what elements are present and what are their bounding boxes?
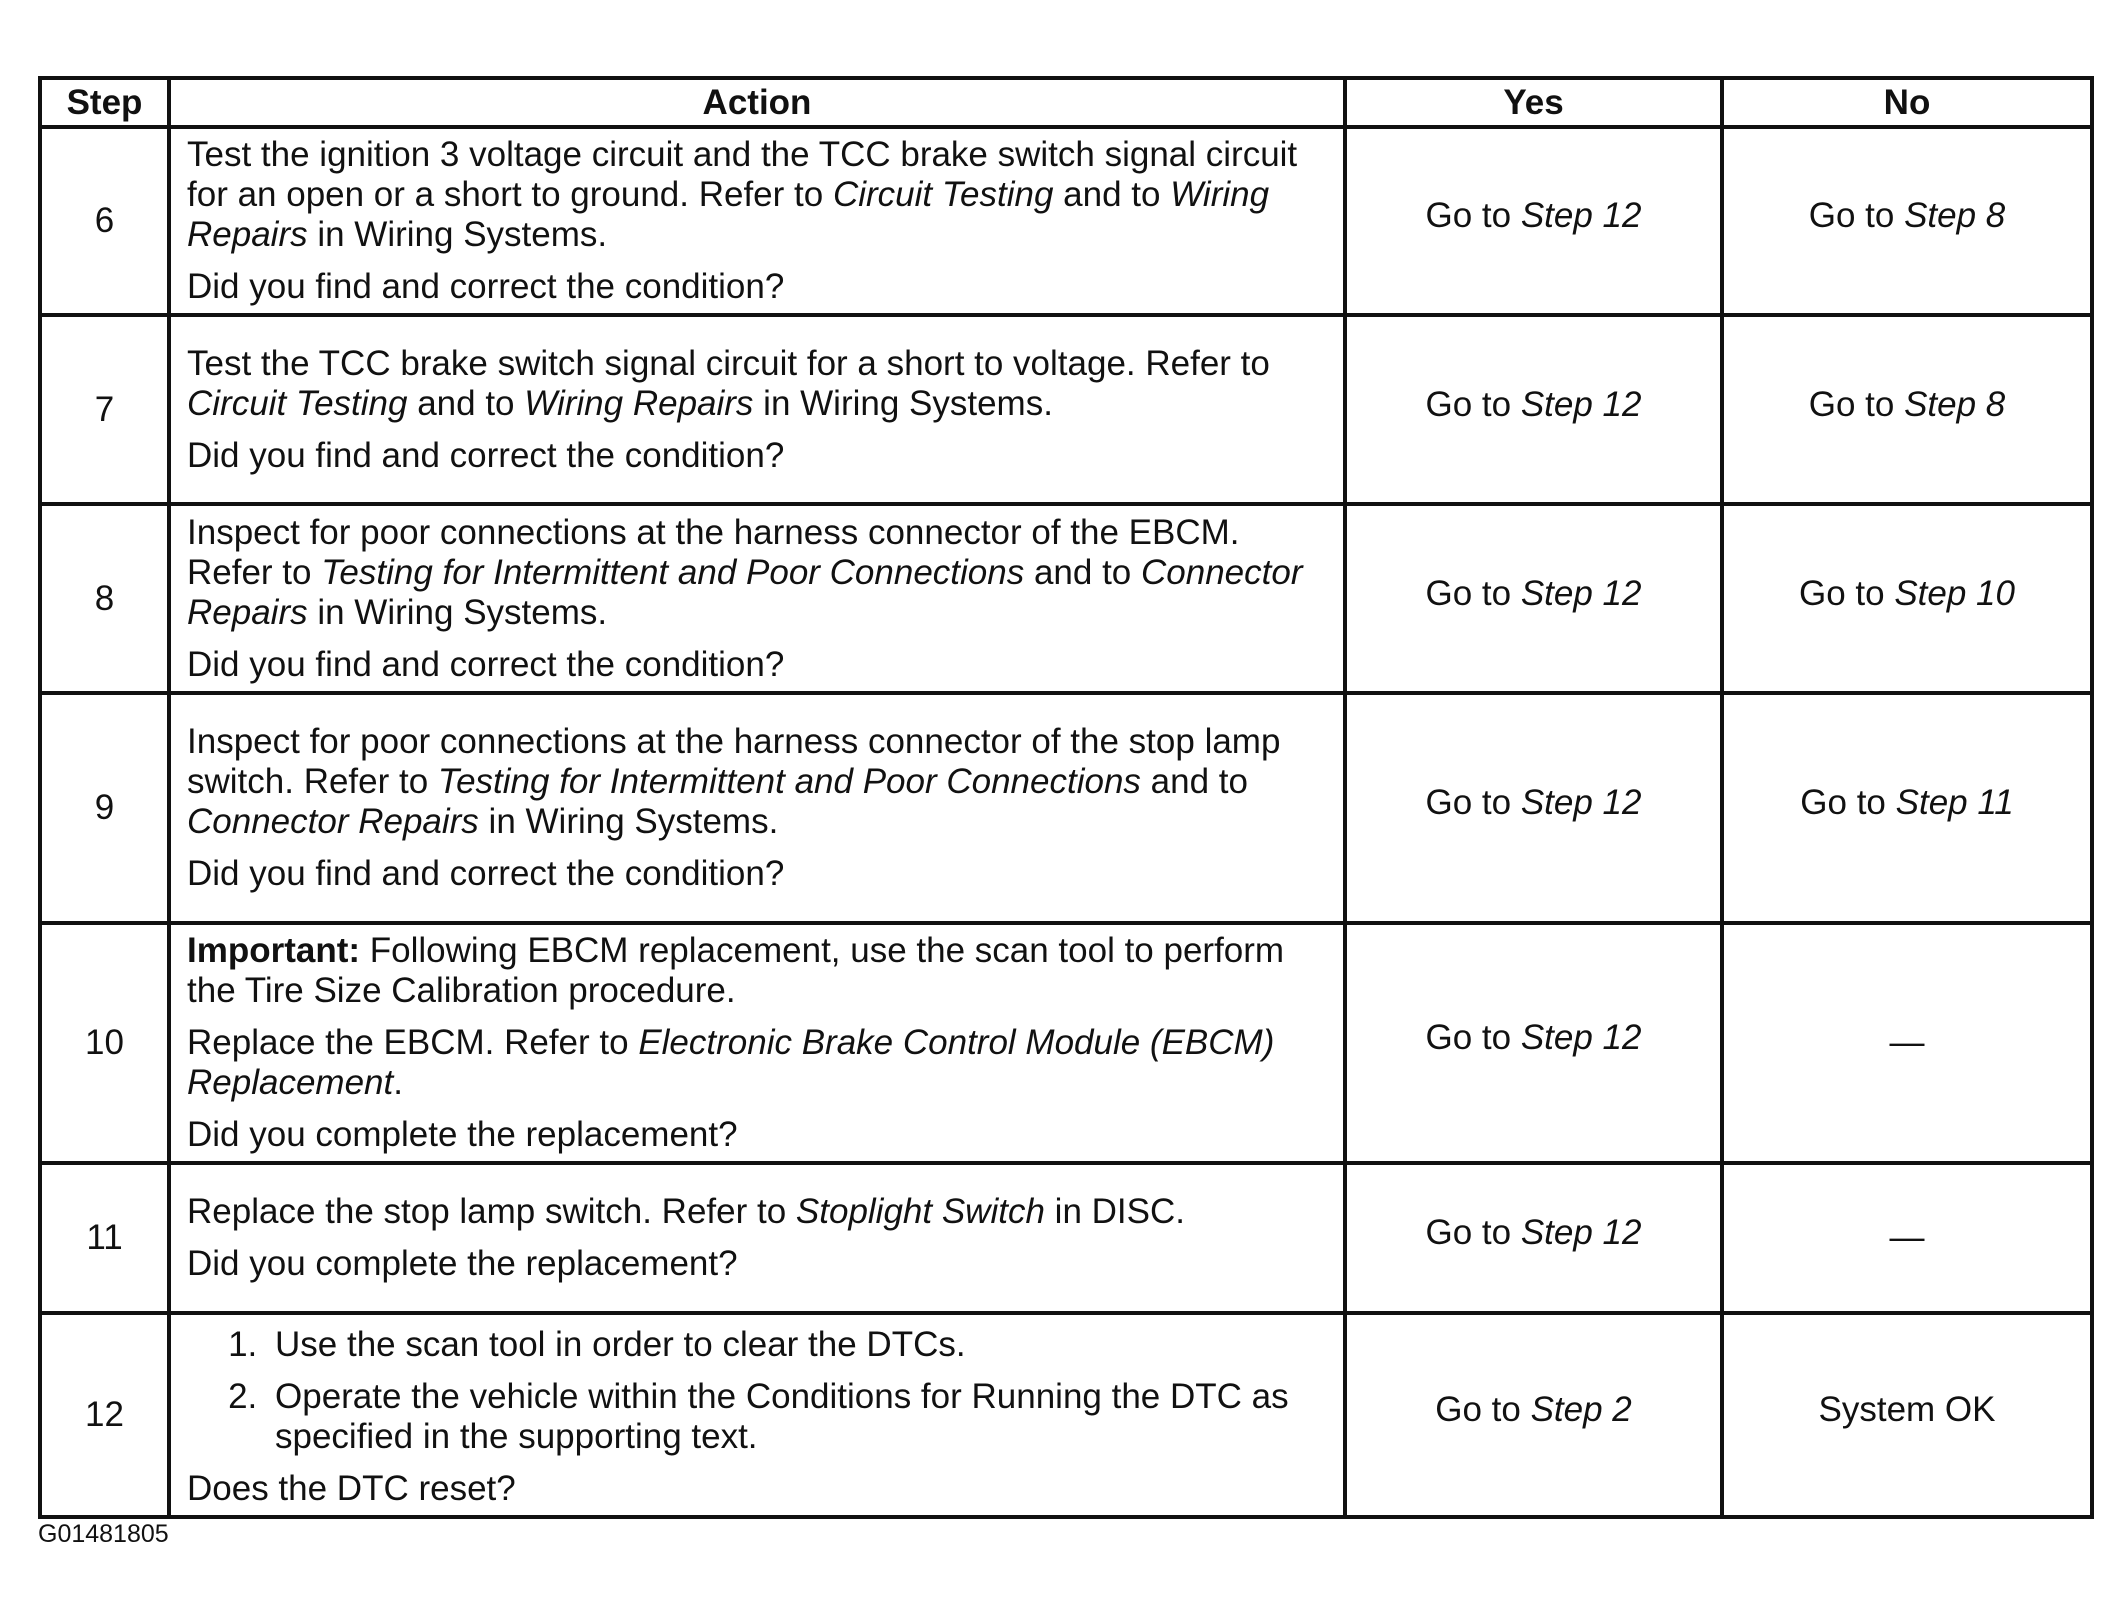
- no-step-ref: Step 8: [1904, 384, 2006, 424]
- no-step-ref: Step 11: [1895, 783, 2014, 822]
- header-action: Action: [169, 78, 1345, 127]
- question-text: Did you complete the replacement?: [187, 1244, 738, 1283]
- important-note: Important: Following EBCM replacement, use the scan tool to perform the Tire Size Calibration procedure.: [187, 931, 1285, 1010]
- reference-wiring-repairs: Wiring Repairs: [187, 175, 1270, 254]
- action-text: Replace the stop lamp switch. Refer to Stoplight Switch in DISC.: [187, 1192, 1185, 1231]
- action-text: Replace the EBCM. Refer to Electronic Brake Control Module (EBCM) Replacement.: [187, 1023, 1275, 1102]
- step-number: 6: [40, 127, 169, 315]
- question-text: Does the DTC reset?: [187, 1469, 516, 1508]
- action-cell: [169, 1313, 1345, 1517]
- yes-cell: Go to Step 12: [1345, 693, 1722, 923]
- table-row: [40, 693, 2092, 923]
- action-text: Test the TCC brake switch signal circuit for a short to voltage. Refer to Circuit Testing and to Wiring Repairs in Wiring Systems.: [187, 343, 1270, 423]
- header-row: [40, 78, 2092, 127]
- action-cell: [169, 693, 1345, 923]
- yes-cell: Go to Step 2: [1345, 1313, 1722, 1517]
- no-cell: —: [1722, 1163, 2092, 1313]
- action-cell: [169, 315, 1345, 504]
- question-text: Did you find and correct the condition?: [187, 435, 785, 475]
- action-cell: [169, 504, 1345, 693]
- figure-id: G01481805: [38, 1520, 169, 1548]
- reference-wiring-repairs: Wiring Repairs: [524, 383, 754, 423]
- step-number: 11: [40, 1163, 169, 1313]
- header-no: No: [1722, 78, 2092, 127]
- no-cell: Go to Step 10: [1722, 504, 2092, 693]
- action-cell: [169, 1163, 1345, 1313]
- question-text: Did you complete the replacement?: [187, 1115, 738, 1154]
- reference-ebcm-replacement: Electronic Brake Control Module (EBCM) Replacement: [187, 1023, 1275, 1102]
- action-text: Test the ignition 3 voltage circuit and the TCC brake switch signal circuit for an open or a short to ground. Refer to Circuit Testing and to Wiring Repairs in Wiring Systems.: [187, 135, 1298, 254]
- action-cell: [169, 127, 1345, 315]
- no-cell: Go to Step 8: [1722, 127, 2092, 315]
- question-text: Did you find and correct the condition?: [187, 644, 785, 684]
- reference-stoplight-switch: Stoplight Switch: [795, 1192, 1045, 1231]
- header-step: Step: [40, 78, 169, 127]
- step-number: 9: [40, 693, 169, 923]
- yes-cell: Go to Step 12: [1345, 923, 1722, 1163]
- table-row: [40, 127, 2092, 315]
- no-step-ref: Step 8: [1904, 196, 2006, 235]
- action-cell: [169, 923, 1345, 1163]
- reference-connector-repairs: Connector Repairs: [187, 802, 479, 841]
- no-cell: Go to Step 11: [1722, 693, 2092, 923]
- table-row: [40, 1313, 2092, 1517]
- reference-intermittent-connections: Testing for Intermittent and Poor Connections: [437, 762, 1141, 801]
- yes-step-ref: Step 2: [1530, 1390, 1632, 1429]
- yes-step-ref: Step 12: [1520, 384, 1642, 424]
- procedure-list: [187, 1325, 1329, 1457]
- list-item: 2. Operate the vehicle within the Conditions for Running the DTC as specified in the supporting text.: [267, 1377, 1329, 1457]
- question-text: Did you find and correct the condition?: [187, 267, 785, 306]
- diagnostic-table: [38, 76, 2094, 1519]
- action-text: Inspect for poor connections at the harness connector of the stop lamp switch. Refer to Testing for Intermittent and Poor Connections and to Connector Repairs in Wiring Systems.: [187, 722, 1281, 841]
- action-text: Inspect for poor connections at the harness connector of the EBCM. Refer to Testing for Intermittent and Poor Connections and to Connector Repairs in Wiring Systems.: [187, 512, 1303, 632]
- no-cell: System OK: [1722, 1313, 2092, 1517]
- yes-step-ref: Step 12: [1520, 1213, 1642, 1252]
- table-row: [40, 923, 2092, 1163]
- yes-cell: Go to Step 12: [1345, 1163, 1722, 1313]
- no-cell: —: [1722, 923, 2092, 1163]
- step-number: 7: [40, 315, 169, 504]
- yes-step-ref: Step 12: [1520, 196, 1642, 235]
- no-step-ref: Step 10: [1894, 573, 2015, 613]
- reference-circuit-testing: Circuit Testing: [832, 175, 1054, 214]
- list-item: 1. Use the scan tool in order to clear the DTCs.: [267, 1325, 1329, 1365]
- yes-step-ref: Step 12: [1520, 573, 1642, 613]
- yes-cell: Go to Step 12: [1345, 504, 1722, 693]
- question-text: Did you find and correct the condition?: [187, 854, 785, 893]
- yes-step-ref: Step 12: [1520, 783, 1642, 822]
- table-row: [40, 315, 2092, 504]
- yes-cell: Go to Step 12: [1345, 315, 1722, 504]
- table-row: [40, 504, 2092, 693]
- step-number: 10: [40, 923, 169, 1163]
- yes-step-ref: Step 12: [1520, 1018, 1642, 1057]
- yes-cell: Go to Step 12: [1345, 127, 1722, 315]
- header-yes: Yes: [1345, 78, 1722, 127]
- step-number: 8: [40, 504, 169, 693]
- step-number: 12: [40, 1313, 169, 1517]
- reference-circuit-testing: Circuit Testing: [187, 383, 408, 423]
- important-label: Important:: [187, 931, 361, 970]
- no-cell: Go to Step 8: [1722, 315, 2092, 504]
- reference-intermittent-connections: Testing for Intermittent and Poor Connections: [321, 552, 1025, 592]
- table-row: [40, 1163, 2092, 1313]
- reference-connector-repairs: Connector Repairs: [187, 552, 1303, 632]
